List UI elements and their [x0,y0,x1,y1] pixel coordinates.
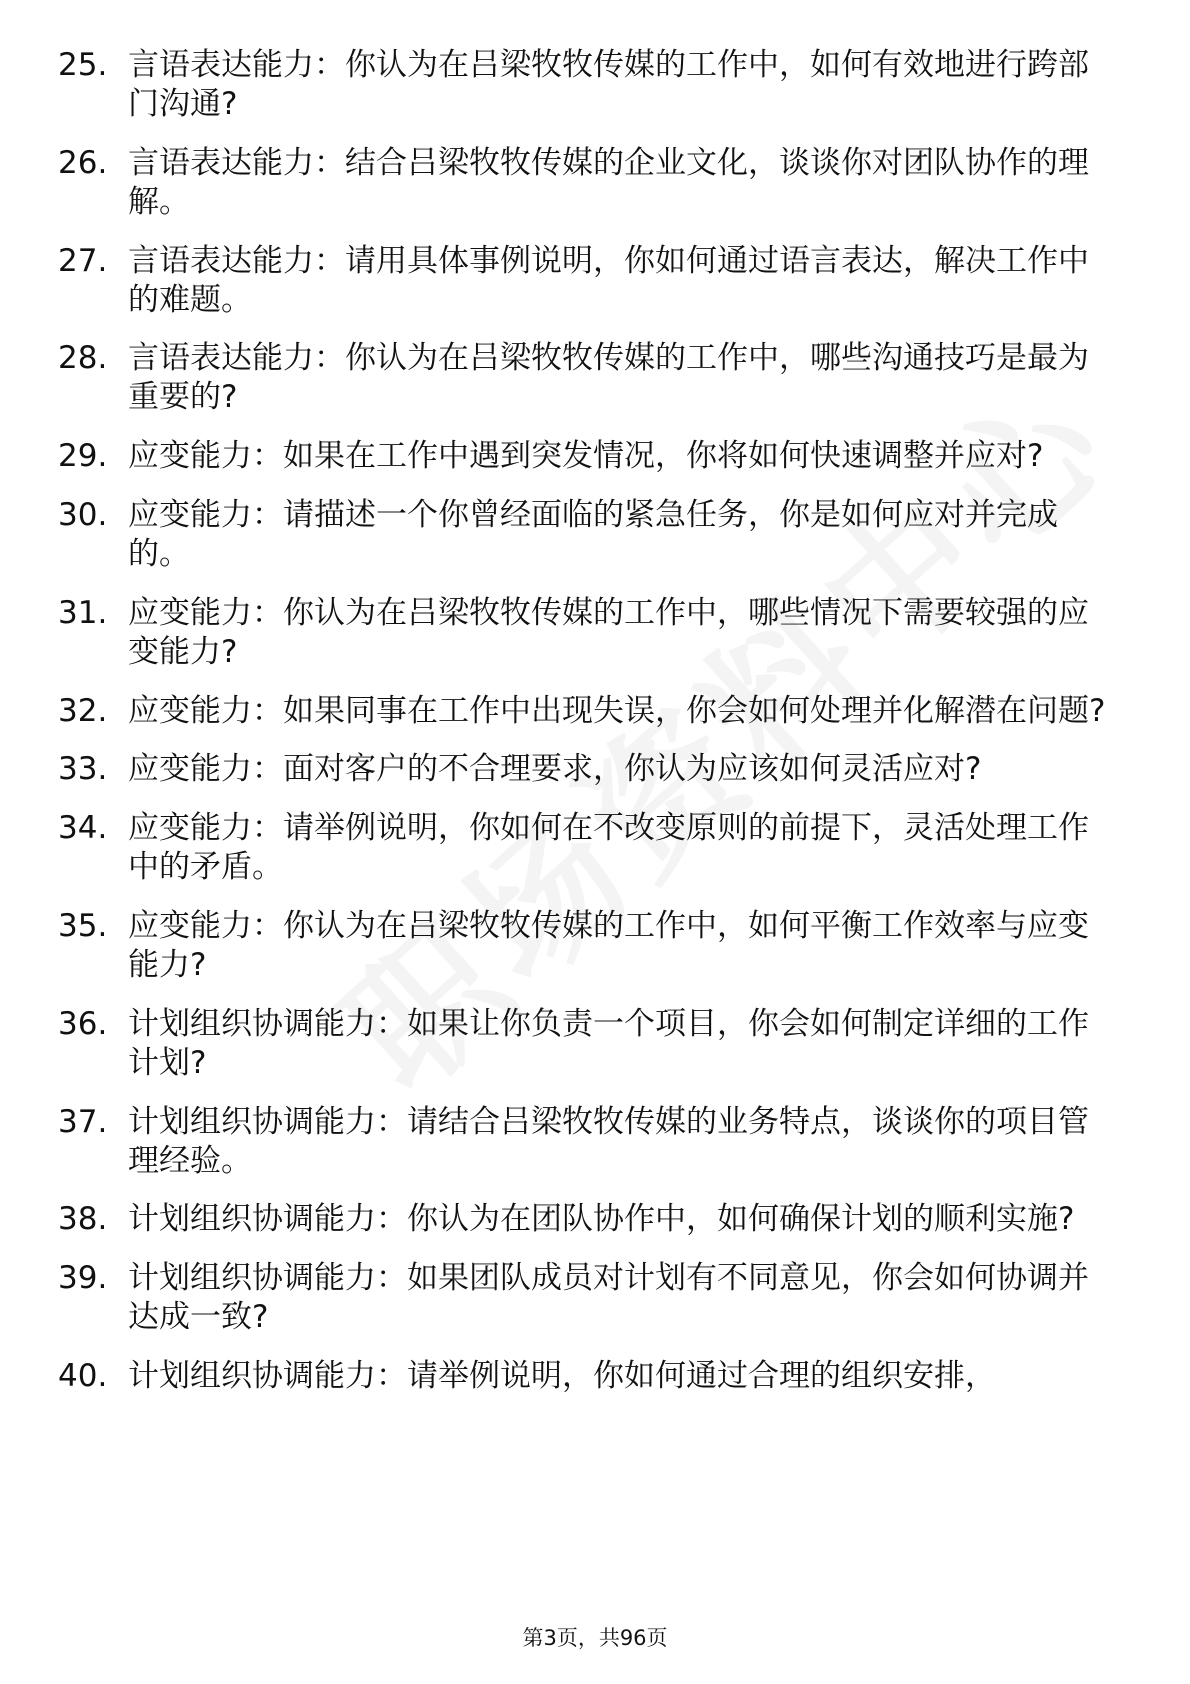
question-item [0,1259,1190,1337]
question-item [0,496,1190,574]
question-text: 应变能力：你认为在吕梁牧牧传媒的工作中，哪些情况下需要较强的应变能力? [128,594,1089,670]
question-number: 32. [58,692,108,729]
page-number-label: 第3页，共96页 [522,1626,668,1650]
question-number: 37. [58,1103,108,1140]
question-item [0,809,1190,887]
question-text: 言语表达能力：请用具体事例说明，你如何通过语言表达，解决工作中的难题。 [128,242,1089,318]
question-item [0,242,1190,320]
question-number: 27. [58,242,108,279]
question-number: 38. [58,1201,108,1238]
question-item [0,750,1190,789]
question-number: 34. [58,810,108,847]
question-number: 36. [58,1005,108,1042]
question-text: 计划组织协调能力：请举例说明，你如何通过合理的组织安排， [128,1357,996,1394]
question-number: 25. [58,47,108,83]
question-text: 应变能力：如果同事在工作中出现失误，你会如何处理并化解潜在问题? [128,692,1106,729]
question-item [0,907,1190,985]
question-number: 28. [58,340,108,377]
question-item [0,1005,1190,1083]
question-text: 言语表达能力：结合吕梁牧牧传媒的企业文化，谈谈你对团队协作的理解。 [128,144,1089,220]
question-item [0,46,1190,124]
question-text: 计划组织协调能力：如果团队成员对计划有不同意见，你会如何协调并达成一致? [128,1260,1089,1336]
question-text: 应变能力：请描述一个你曾经面临的紧急任务，你是如何应对并完成的。 [128,496,1058,572]
question-text: 言语表达能力：你认为在吕梁牧牧传媒的工作中，如何有效地进行跨部门沟通? [128,47,1089,122]
page-footer [0,1624,1190,1652]
question-text: 计划组织协调能力：你认为在团队协作中，如何确保计划的顺利实施? [128,1201,1075,1238]
question-list [0,46,1190,1416]
question-text: 计划组织协调能力：如果让你负责一个项目，你会如何制定详细的工作计划? [128,1005,1089,1081]
question-item [0,144,1190,222]
question-number: 33. [58,751,108,788]
question-number: 31. [58,594,108,631]
question-item [0,437,1190,476]
question-number: 39. [58,1260,108,1297]
question-text: 计划组织协调能力：请结合吕梁牧牧传媒的业务特点，谈谈你的项目管理经验。 [128,1103,1089,1179]
question-item [0,1200,1190,1239]
question-item [0,339,1190,417]
question-item [0,594,1190,672]
question-text: 应变能力：请举例说明，你如何在不改变原则的前提下，灵活处理工作中的矛盾。 [128,810,1089,886]
question-number: 35. [58,907,108,944]
question-item [0,692,1190,731]
question-number: 30. [58,496,108,533]
question-text: 言语表达能力：你认为在吕梁牧牧传媒的工作中，哪些沟通技巧是最为重要的? [128,340,1089,416]
question-item [0,1357,1190,1396]
question-number: 29. [58,438,108,475]
question-text: 应变能力：你认为在吕梁牧牧传媒的工作中，如何平衡工作效率与应变能力? [128,907,1089,983]
question-text: 应变能力：面对客户的不合理要求，你认为应该如何灵活应对? [128,751,982,788]
question-text: 应变能力：如果在工作中遇到突发情况，你将如何快速调整并应对? [128,438,1044,475]
question-item [0,1103,1190,1181]
question-number: 26. [58,144,108,181]
question-number: 40. [58,1357,108,1394]
